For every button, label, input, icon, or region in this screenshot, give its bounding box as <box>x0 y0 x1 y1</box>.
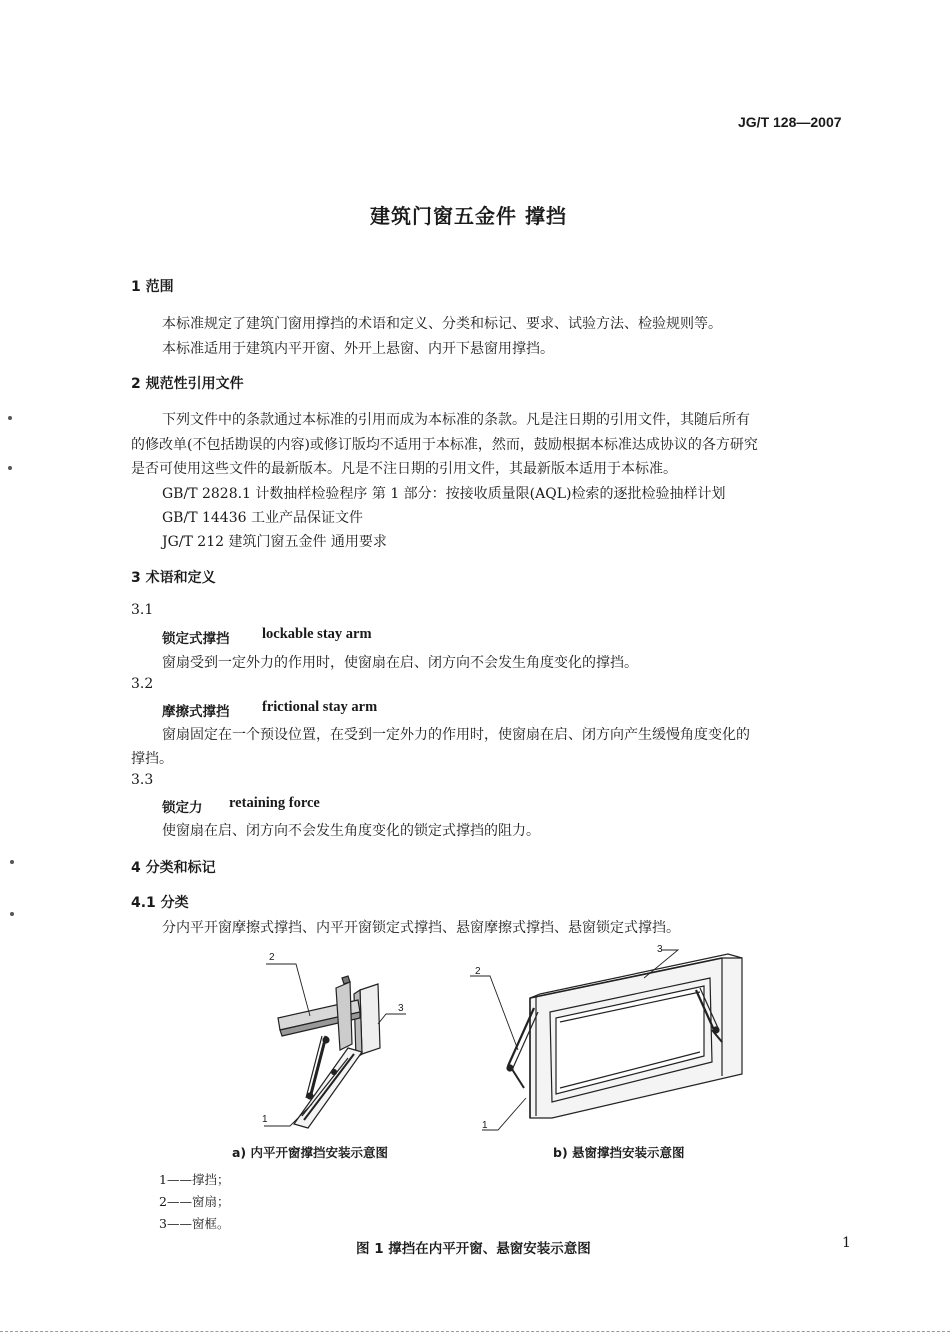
figure-a-caption: a) 内平开窗撑挡安装示意图 <box>232 1145 389 1160</box>
scan-edge-line <box>0 1331 950 1332</box>
figure-a-label-2: 2 <box>269 952 275 963</box>
term-number: 3.3 <box>131 772 154 788</box>
figure-a-label-1: 1 <box>262 1114 268 1125</box>
figure-key-item: 3——窗框。 <box>159 1216 230 1231</box>
scan-mark <box>8 416 12 420</box>
figure-b-hung-window-stay-drawing <box>460 938 750 1138</box>
figure-b-label-2: 2 <box>475 966 481 977</box>
scan-mark <box>8 466 12 470</box>
scan-mark <box>10 860 14 864</box>
section-1-paragraph-1: 本标准规定了建筑门窗用撑挡的术语和定义、分类和标记、要求、试验方法、检验规则等。 <box>162 316 722 332</box>
section-4-1-paragraph: 分内平开窗摩擦式撑挡、内平开窗锁定式撑挡、悬窗摩擦式撑挡、悬窗锁定式撑挡。 <box>162 920 680 936</box>
term-chinese: 锁定力 <box>162 800 203 816</box>
section-2-heading: 2 规范性引用文件 <box>131 376 244 392</box>
reference-item: JG/T 212 建筑门窗五金件 通用要求 <box>162 534 387 550</box>
figure-key-item: 2——窗扇； <box>159 1194 230 1209</box>
page-number: 1 <box>842 1235 851 1251</box>
standard-code: JG/T 128—2007 <box>738 114 842 130</box>
section-4-heading: 4 分类和标记 <box>131 860 216 876</box>
section-2-paragraph-line-1: 下列文件中的条款通过本标准的引用而成为本标准的条款。凡是注日期的引用文件，其随后所有 <box>162 412 750 428</box>
term-number: 3.2 <box>131 676 154 692</box>
scan-mark <box>10 912 14 916</box>
figure-title: 图 1 撑挡在内平开窗、悬窗安装示意图 <box>356 1241 591 1257</box>
term-chinese: 锁定式撑挡 <box>162 631 230 647</box>
term-definition: 使窗扇在启、闭方向不会发生角度变化的锁定式撑挡的阻力。 <box>162 823 540 839</box>
section-2-paragraph-line-2: 的修改单(不包括勘误的内容)或修订版均不适用于本标准，然而，鼓励根据本标准达成协议的各方研究 <box>131 437 758 453</box>
term-chinese: 摩擦式撑挡 <box>162 704 230 720</box>
reference-item: GB/T 14436 工业产品保证文件 <box>162 510 363 526</box>
figure-b-label-3: 3 <box>657 944 663 955</box>
term-english: lockable stay arm <box>262 626 372 642</box>
section-1-heading: 1 范围 <box>131 279 174 295</box>
figure-a-casement-stay-drawing <box>250 948 420 1138</box>
reference-item: GB/T 2828.1 计数抽样检验程序 第 1 部分：按接收质量限(AQL)检索的逐批检验抽样计划 <box>162 486 726 502</box>
term-definition-line-1: 窗扇固定在一个预设位置，在受到一定外力的作用时，使窗扇在启、闭方向产生缓慢角度变化的 <box>162 727 750 743</box>
figure-a-label-3: 3 <box>398 1003 404 1014</box>
section-4-1-heading: 4.1 分类 <box>131 895 189 911</box>
section-3-heading: 3 术语和定义 <box>131 570 216 586</box>
term-definition: 窗扇受到一定外力的作用时，使窗扇在启、闭方向不会发生角度变化的撑挡。 <box>162 655 638 671</box>
figure-b-label-1: 1 <box>482 1120 488 1131</box>
term-definition-line-2: 撑挡。 <box>131 751 173 767</box>
page-title: 建筑门窗五金件 撑挡 <box>370 204 567 228</box>
figure-b-caption: b) 悬窗撑挡安装示意图 <box>553 1145 685 1160</box>
term-english: retaining force <box>229 795 320 811</box>
section-2-paragraph-line-3: 是否可使用这些文件的最新版本。凡是不注日期的引用文件，其最新版本适用于本标准。 <box>131 461 677 477</box>
term-english: frictional stay arm <box>262 699 378 715</box>
figure-key-item: 1——撑挡； <box>159 1172 230 1187</box>
term-number: 3.1 <box>131 602 154 618</box>
section-1-paragraph-2: 本标准适用于建筑内平开窗、外开上悬窗、内开下悬窗用撑挡。 <box>162 341 554 357</box>
